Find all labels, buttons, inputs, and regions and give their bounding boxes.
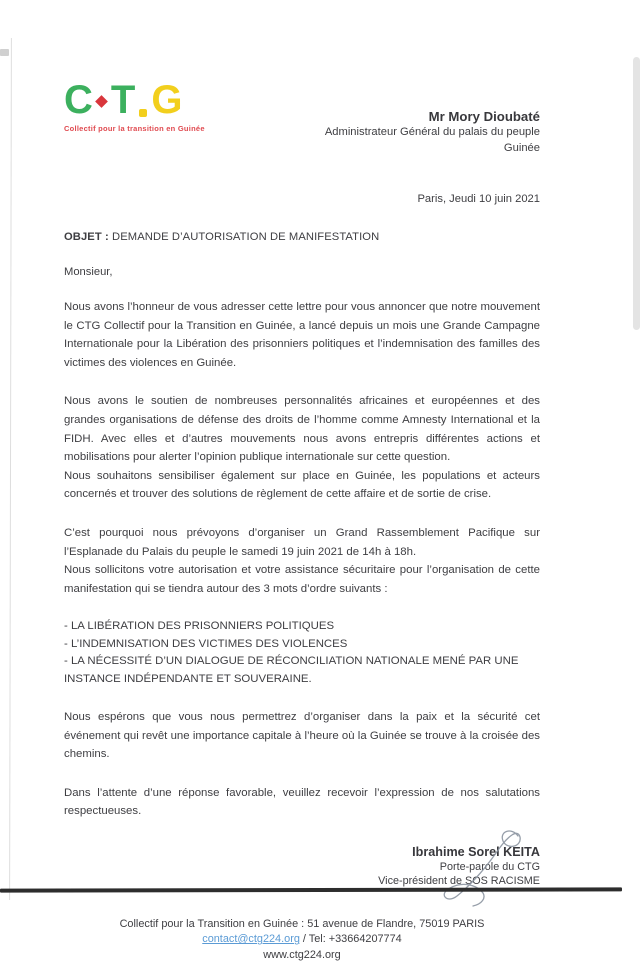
letter-header <box>64 74 540 156</box>
ctg-logo-letters <box>64 76 205 122</box>
demand-line: - L’INDEMNISATION DES VICTIMES DES VIOLENCES <box>64 637 348 650</box>
signatory-role: Vice-président de SOS RACISME <box>378 875 540 888</box>
recipient-title: Administrateur Général du palais du peuple <box>324 126 540 138</box>
recipient-block <box>325 108 540 156</box>
footer-tel: / Tel: +33664207774 <box>299 933 402 946</box>
body-paragraph: Nous sollicitons votre autorisation et votre assistance sécuritaire pour l’organisation de cette manifestation qui se tiendra autour des 3 mots d’ordre suivants : <box>64 564 540 595</box>
footer-address: Collectif pour la Transition en Guinée : 51 avenue de Flandre, 75019 PARIS <box>119 917 485 930</box>
footer-website: www.ctg224.org <box>263 948 341 961</box>
demand-line: - LA LIBÉRATION DES PRISONNIERS POLITIQUES <box>64 620 335 633</box>
salutation: Monsieur, <box>64 266 113 278</box>
recipient-country: Guinée <box>503 141 540 154</box>
subject-line <box>64 231 540 243</box>
email-link[interactable]: contact@ctg224.org <box>202 933 300 946</box>
demand-line: - LA NÉCESSITÉ D’UN DIALOGUE DE RÉCONCILIATION NATIONALE MENÉ PAR UNE INSTANCE INDÉPENDANTE ET SOUVERAINE. <box>64 655 519 685</box>
scan-speck <box>0 49 9 56</box>
dateline: Paris, Jeudi 10 juin 2021 <box>417 193 540 205</box>
body-paragraph: Nous avons le soutien de nombreuses personnalités africaines et européennes et des grandes organisations de défense des droits de l’homme comme Amnesty International et la FIDH. Avec elles et d’autres mouvements nous avons entrepris différentes actions et mobilisations pour alerter l’opinion publique internationale sur cette question. <box>64 395 540 464</box>
demands-list <box>64 618 540 688</box>
logo-letter-g: G <box>151 78 183 122</box>
logo-letter-c: C <box>64 78 93 122</box>
logo-tagline: Collectif pour la transition en Guinée <box>64 124 205 133</box>
body-paragraph: C’est pourquoi nous prévoyons d’organiser un Grand Rassemblement Pacifique sur l’Esplanade du Palais du peuple le samedi 19 juin 2021 de 14h à 18h. <box>64 526 540 558</box>
logo-yellow-dot-icon <box>139 109 147 117</box>
closing-paragraph: Nous espérons que vous nous permettrez d’organiser dans la paix et la sécurité cet événement qui revêt une importance capitale à l’heure où la Guinée se trouve à la croisée des chemins. <box>64 710 540 761</box>
signatory-name: Ibrahime Sorel KEITA <box>412 844 540 859</box>
ctg-logo <box>64 76 205 133</box>
logo-red-diamond-icon <box>95 95 108 108</box>
closing-paragraph: Dans l’attente d’une réponse favorable, veuillez recevoir l’expression de nos salutations respectueuses. <box>64 786 540 818</box>
vertical-scrollbar-thumb[interactable] <box>633 57 640 330</box>
signatory-role: Porte-parole du CTG <box>439 860 540 873</box>
logo-letter-t: T <box>110 78 136 122</box>
letter-footer <box>64 917 540 963</box>
body-paragraph: Nous souhaitons sensibiliser également sur place en Guinée, les populations et acteurs concernés et trouver des solutions de règlement de cette affaire et de sortie de crise. <box>64 469 540 501</box>
subject-label: OBJET : <box>64 231 109 243</box>
signature-block <box>64 844 540 889</box>
recipient-name: Mr Mory Dioubaté <box>428 109 540 124</box>
body-paragraph: Nous avons l’honneur de vous adresser cette lettre pour vous annoncer que notre mouvement le CTG Collectif pour la Transition en Guinée, a lancé depuis un mois une Grande Campagne Internationale pour la Libération des prisonniers politiques et l’indemnisation des familles des victimes des violences en Guinée. <box>64 301 540 369</box>
subject-text: DEMANDE D’AUTORISATION DE MANIFESTATION <box>108 231 380 243</box>
footer-contact-line <box>64 932 540 948</box>
